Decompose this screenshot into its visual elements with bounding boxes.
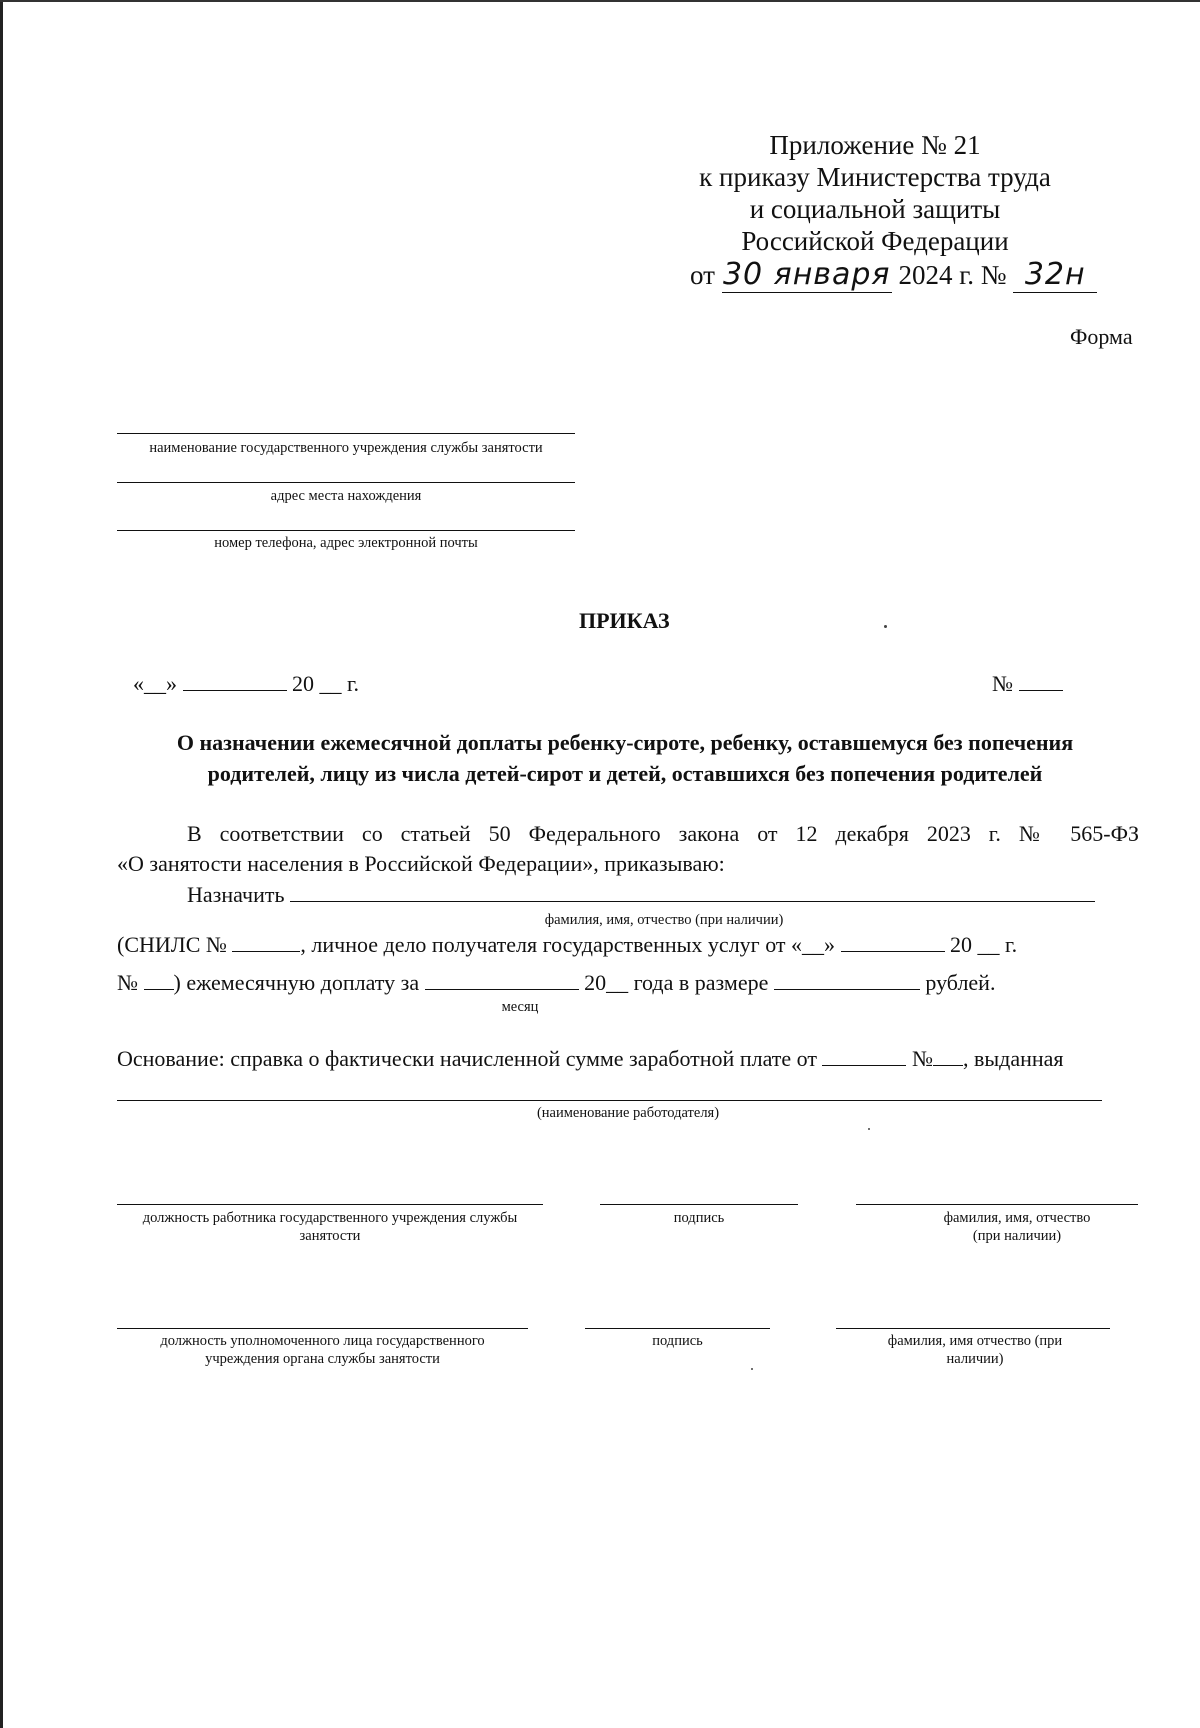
body-p1-line2: «О занятости населения в Российской Федерации», приказываю: xyxy=(117,851,725,876)
order-title: ПРИКАЗ xyxy=(579,608,670,633)
personal-file-month-field[interactable] xyxy=(841,931,945,952)
employer-caption: (наименование работодателя) xyxy=(536,1105,720,1121)
personal-file-number-field[interactable] xyxy=(144,969,174,990)
appendix-header xyxy=(640,129,1110,257)
appendix-order-ref: к приказу Министерства труда xyxy=(699,162,1051,192)
authorized-position-line[interactable] xyxy=(117,1328,528,1329)
order-subject-line2: родителей, лицу из числа детей-сирот и детей, оставшихся без попечения родителей xyxy=(207,761,1043,786)
authorized-name-line[interactable] xyxy=(836,1328,1110,1329)
appendix-ministry: и социальной защиты xyxy=(749,194,1001,224)
order-date-month-field[interactable] xyxy=(183,670,287,691)
basis-number-label: № xyxy=(911,1046,933,1071)
payment-year-label: 20__ года в размере xyxy=(584,970,769,995)
institution-name-line[interactable] xyxy=(117,433,575,434)
appendix-country: Российской Федерации xyxy=(741,226,1009,256)
handwritten-number: 32н xyxy=(1013,258,1097,293)
payment-month-field[interactable] xyxy=(425,969,579,990)
scan-edge-top xyxy=(0,0,1200,2)
payment-amount-field[interactable] xyxy=(774,969,920,990)
authorized-signature-line[interactable] xyxy=(585,1328,770,1329)
snils-field[interactable] xyxy=(232,931,300,952)
assign-label: Назначить xyxy=(187,882,285,907)
employee-position-line[interactable] xyxy=(117,1204,543,1205)
basis-date-field[interactable] xyxy=(822,1045,906,1066)
personal-file-label: , личное дело получателя государственных услуг от «__» xyxy=(300,932,836,957)
appendix-date-line xyxy=(690,258,1097,293)
scan-edge-left xyxy=(0,0,3,1728)
employee-name-caption-line1: фамилия, имя, отчество xyxy=(943,1210,1091,1226)
order-date-day: «__» xyxy=(133,671,177,696)
employee-name-caption xyxy=(880,1209,1154,1245)
employee-position-caption: должность работника государственного учреждения службы занятости xyxy=(142,1210,518,1244)
institution-contacts-caption: номер телефона, адрес электронной почты xyxy=(214,535,478,551)
basis-label: Основание: справка о фактически начисленной сумме заработной плате от xyxy=(117,1046,817,1071)
date-year-label: 2024 г. № xyxy=(898,260,1007,290)
scan-speck xyxy=(751,1368,753,1370)
order-number-label: № xyxy=(992,671,1013,696)
authorized-name-caption-line1: фамилия, имя отчество (при xyxy=(887,1333,1063,1349)
employee-signature-caption: подпись xyxy=(673,1210,725,1226)
order-date-year: 20 __ г. xyxy=(292,671,360,696)
employee-name-line[interactable] xyxy=(856,1204,1138,1205)
body-p1-line1: В соответствии со статьей 50 Федерального закона от 12 декабря 2023 г. № 565-ФЗ xyxy=(187,821,1139,846)
institution-address-caption: адрес места нахождения xyxy=(270,488,422,504)
order-date-row xyxy=(133,670,359,698)
institution-contacts-line[interactable] xyxy=(117,530,575,531)
institution-address-line[interactable] xyxy=(117,482,575,483)
payment-number-label: № xyxy=(117,970,138,995)
payment-for-label: ) ежемесячную доплату за xyxy=(173,970,420,995)
authorized-position-caption: должность уполномоченного лица государственного учреждения органа службы занятости xyxy=(160,1333,485,1367)
order-subject xyxy=(110,727,1140,789)
order-subject-line1: О назначении ежемесячной доплаты ребенку-сироте, ребенку, оставшемуся без попечения xyxy=(176,730,1074,755)
authorized-name-caption xyxy=(848,1332,1102,1368)
payment-currency-label: рублей. xyxy=(925,970,996,995)
scan-speck xyxy=(884,625,887,628)
snils-label: (СНИЛС № xyxy=(117,932,227,957)
assign-row xyxy=(187,881,1095,909)
basis-number-field[interactable] xyxy=(933,1045,963,1066)
institution-name-caption: наименование государственного учреждения службы занятости xyxy=(149,440,543,456)
authorized-signature-caption: подпись xyxy=(652,1333,703,1349)
appendix-number: Приложение № 21 xyxy=(769,130,981,160)
employee-signature-line[interactable] xyxy=(600,1204,798,1205)
fio-caption: фамилия, имя, отчество (при наличии) xyxy=(544,912,784,928)
order-number-row xyxy=(992,670,1063,698)
authorized-name-caption-line2: наличии) xyxy=(946,1351,1004,1367)
basis-row xyxy=(117,1045,1064,1073)
basis-issued-label: , выданная xyxy=(962,1046,1064,1071)
month-caption: месяц xyxy=(501,999,539,1015)
employer-line[interactable] xyxy=(117,1100,1102,1101)
employee-name-caption-line2: (при наличии) xyxy=(972,1228,1062,1244)
snils-row xyxy=(117,931,1017,959)
payment-row xyxy=(117,969,995,997)
order-number-field[interactable] xyxy=(1019,670,1063,691)
fio-field[interactable] xyxy=(290,881,1095,902)
personal-file-year: 20 __ г. xyxy=(950,932,1018,957)
form-label: Форма xyxy=(1070,324,1133,349)
date-from-label: от xyxy=(690,260,715,290)
handwritten-date: 30 января xyxy=(722,257,891,292)
scan-speck xyxy=(868,1128,870,1130)
